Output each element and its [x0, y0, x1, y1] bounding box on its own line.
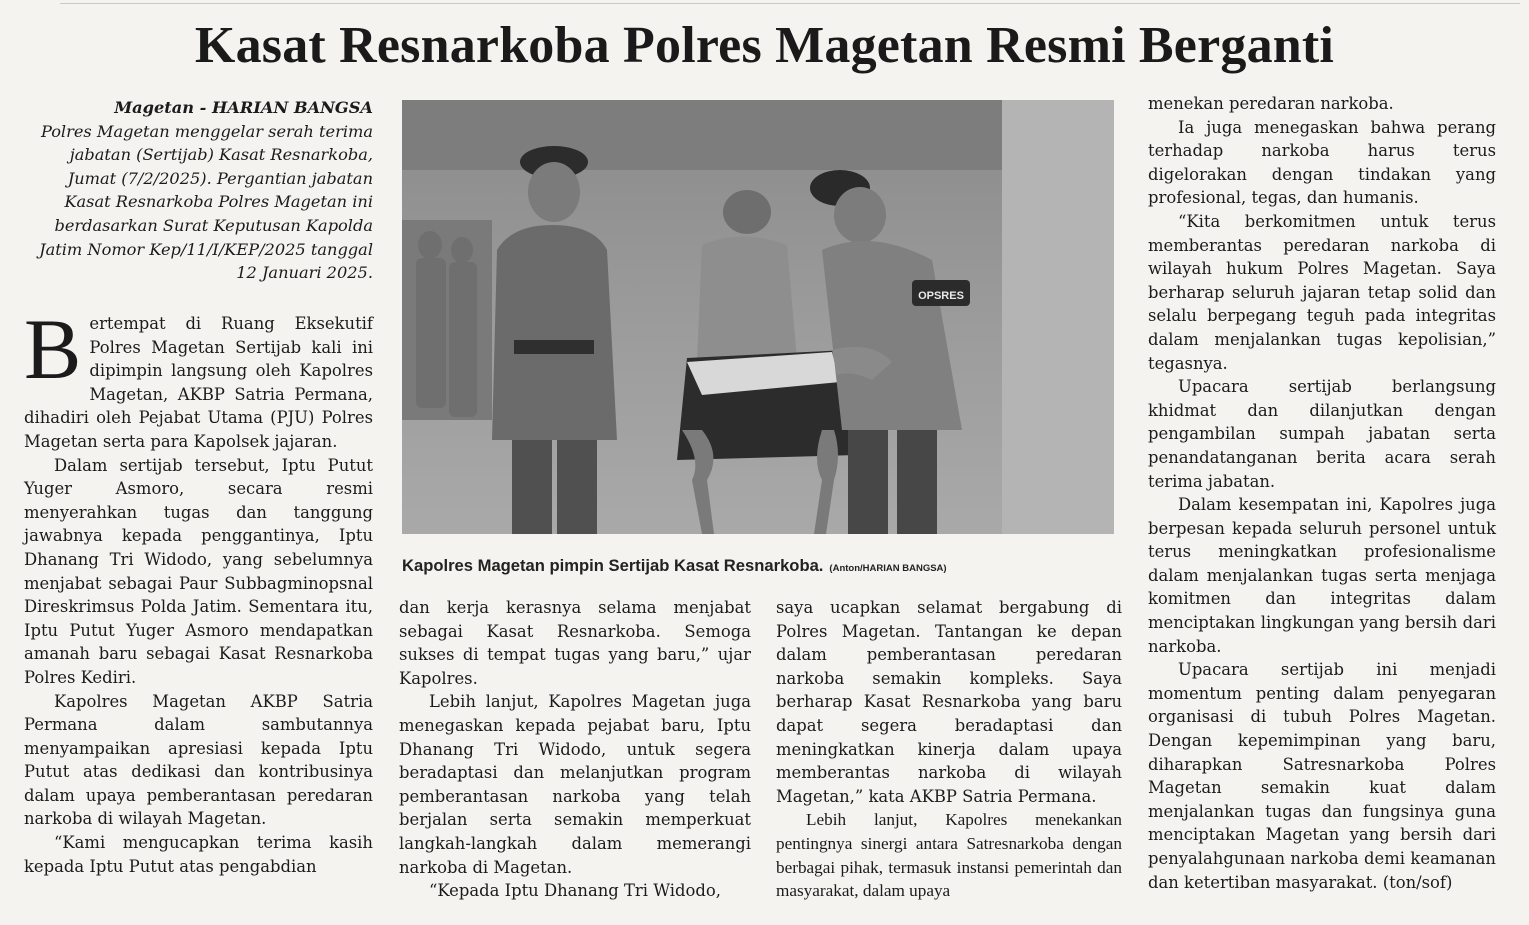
drop-cap: B — [24, 301, 82, 397]
paragraph: Kapolres Magetan AKBP Satria Permana dalam sambutannya menyampaikan apresiasi kepada Iptu Putut atas dedikasi dan kontribusinya dalam upaya pemberantasan peredaran narkoba di wilayah Magetan. — [24, 691, 373, 829]
top-rule — [60, 3, 1520, 4]
paragraph: dan kerja kerasnya selama menjabat sebagai Kasat Resnarkoba. Semoga sukses di tempat tugas yang baru,” ujar Kapolres. — [399, 598, 751, 688]
paragraph: Upacara sertijab berlangsung khidmat dan dilanjutkan dengan pengambilan sumpah jabatan serta penandatanganan berita acara serah terima jabatan. — [1148, 377, 1496, 491]
paragraph: Ia juga menegaskan bahwa perang terhadap narkoba harus terus digelorakan dengan tindakan yang profesional, tegas, dan humanis. — [1148, 117, 1496, 208]
paragraph: “Kami mengucapkan terima kasih kepada Iptu Putut atas pengabdian — [24, 833, 373, 876]
article-column-4 — [1148, 92, 1496, 894]
news-photo — [402, 100, 1114, 534]
paragraph: Lebih lanjut, Kapolres menekankan pentingnya sinergi antara Satresnarkoba dengan berbagai pihak, termasuk instansi pemerintah dan masyarakat, dalam upaya — [776, 810, 1122, 901]
article-column-1 — [24, 301, 373, 878]
dateline: Magetan - HARIAN BANGSA — [114, 98, 373, 117]
paragraph: “Kita berkomitmen untuk terus memberantas peredaran narkoba di wilayah hukum Polres Magetan. Saya berharap seluruh jajaran tetap solid dan selalu berpegang teguh pada integritas dalam menjalankan tugas kepolisian,” tegasnya. — [1148, 211, 1496, 373]
photo-caption — [402, 556, 1114, 576]
photo-badge-text: OPSRES — [918, 290, 964, 302]
lead-paragraph — [24, 96, 373, 285]
paragraph: Lebih lanjut, Kapolres Magetan juga menegaskan kepada pejabat baru, Iptu Dhanang Tri Widodo, untuk segera beradaptasi dan melanjutkan program pemberantasan narkoba yang telah berjalan serta semakin memperkuat langkah-langkah dalam memerangi narkoba di Magetan. — [399, 692, 751, 877]
lead-text: Polres Magetan menggelar serah terima jabatan (Sertijab) Kasat Resnarkoba, Jumat (7/2/2025). Pergantian jabatan Kasat Resnarkoba Polres Magetan ini berdasarkan Surat Keputusan Kapolda Jatim Nomor Kep/11/I/KEP/2025 tanggal 12 Januari 2025. — [39, 121, 373, 283]
paragraph: “Kepada Iptu Dhanang Tri Widodo, — [429, 881, 721, 901]
paragraph: saya ucapkan selamat bergabung di Polres Magetan. Tantangan ke depan dalam pemberantasan peredaran narkoba semakin kompleks. Saya berharap Kasat Resnarkoba yang baru dapat segera beradaptasi dan meningkatkan kinerja dalam upaya memberantas narkoba di wilayah Magetan,” kata AKBP Satria Permana. — [776, 598, 1122, 806]
photo-illustration — [402, 100, 1114, 534]
paragraph-text: ertempat di Ruang Eksekutif Polres Magetan Sertijab kali ini dipimpin langsung oleh Kapolres Magetan, AKBP Satria Permana, dihadiri oleh Pejabat Utama (PJU) Polres Magetan serta para Kapolsek jajaran. — [24, 314, 373, 451]
paragraph — [24, 301, 373, 454]
article-column-2 — [399, 596, 751, 903]
article-column-3 — [776, 596, 1122, 903]
paragraph: Dalam kesempatan ini, Kapolres juga berpesan kepada seluruh personel untuk terus meningkatkan profesionalisme dalam menjalankan tugas serta menjaga komitmen dan integritas dalam menciptakan lingkungan yang bersih dari narkoba. — [1148, 495, 1496, 656]
paragraph: menekan peredaran narkoba. — [1148, 94, 1394, 113]
photo-credit: (Anton/HARIAN BANGSA) — [829, 563, 947, 574]
caption-text: Kapolres Magetan pimpin Sertijab Kasat Resnarkoba. — [402, 556, 824, 575]
paragraph: Upacara sertijab ini menjadi momentum penting dalam penyegaran organisasi di tubuh Polres Magetan. Dengan kepemimpinan yang baru, diharapkan Satresnarkoba Polres Magetan semakin kuat dalam menjalankan tugas dan fungsinya guna menciptakan Magetan yang bersih dari penyalahgunaan narkoba demi keamanan dan ketertiban masyarakat. (ton/sof) — [1148, 660, 1496, 892]
article-headline: Kasat Resnarkoba Polres Magetan Resmi Berganti — [194, 17, 1335, 74]
paragraph: Dalam sertijab tersebut, Iptu Putut Yuger Asmoro, secara resmi menyerahkan tugas dan tanggung jawabnya kepada penggantinya, Iptu Dhanang Tri Widodo, yang sebelumnya menjabat sebagai Paur Subbagminopsnal Direskrimsus Polda Jatim. Sementara itu, Iptu Putut Yuger Asmoro mendapatkan amanah baru sebagai Kasat Resnarkoba Polres Kediri. — [24, 455, 373, 687]
